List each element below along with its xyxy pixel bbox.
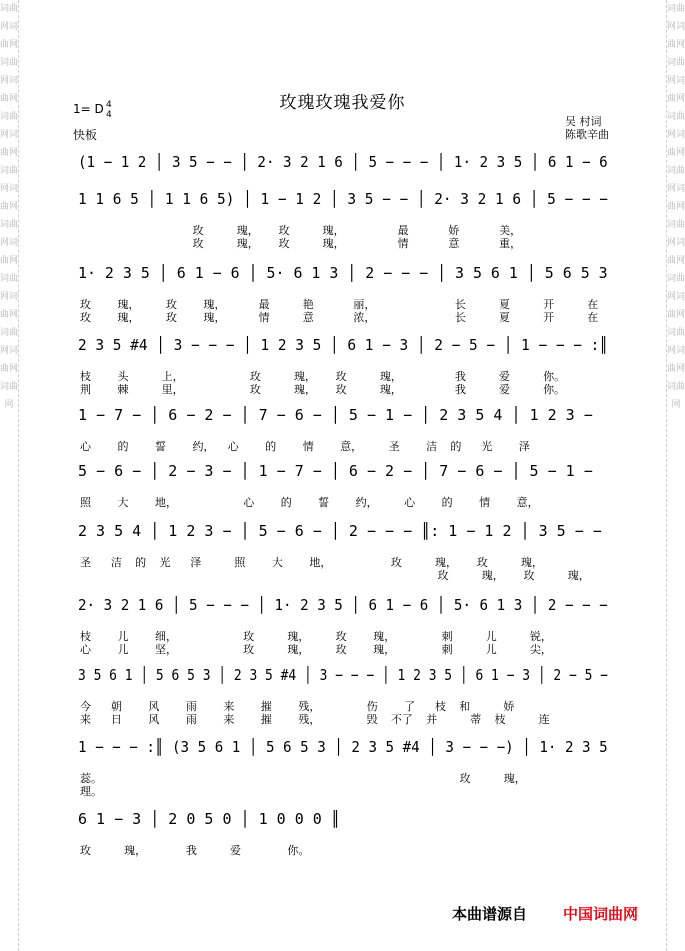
notation-line [78, 596, 608, 626]
lyric-line: 圣 洁 的 光 泽 照 大 地， 玫 瑰， 玫 瑰， [80, 556, 544, 569]
lyric-line: 玫 瑰， 玫 瑰， [80, 569, 590, 582]
lyric-line: 玫 瑰， 玫 瑰， 情 意 重， [80, 237, 522, 250]
lyricist-credit: 吴 村词 [565, 115, 602, 128]
notation-line [78, 406, 608, 436]
notation-measures: 1 − − − :║ (3 5 6 1 │ 5 6 5 3 │ 2 3 5 #4 │ 3 − − −) │ 1· 2 3 5 [78, 738, 608, 756]
notation-line [78, 738, 608, 768]
notation-line [78, 264, 608, 294]
notation-measures: 2· 3 2 1 6 │ 5 − − − │ 1· 2 3 5 │ 6 1 − 6 │ 5· 6 1 3 │ 2 − − − [78, 596, 608, 614]
right-watermark-strip: 词曲网词曲网词曲网词曲网词曲网词曲网词曲网词曲网词曲网词曲网词曲网词曲网词曲网词曲网词曲网 [666, 0, 685, 951]
notation-measures: 2 3 5 4 │ 1 2 3 − │ 5 − 6 − │ 2 − − − ║: 1 − 1 2 │ 3 5 − − [78, 522, 602, 540]
notation-measures: 3 5 6 1 │ 5 6 5 3 │ 2 3 5 #4 │ 3 − − − │ 1 2 3 5 │ 6 1 − 3 │ 2 − 5 − [78, 666, 608, 684]
meter-top: 4 [106, 100, 112, 110]
notation-measures: (1 − 1 2 │ 3 5 − − │ 2· 3 2 1 6 │ 5 − − − │ 1· 2 3 5 │ 6 1 − 6 [78, 153, 608, 171]
lyric-line: 照 大 地， 心 的 誓 约， 心 的 情 意， [80, 496, 539, 509]
notation-measures: 2 3 5 #4 │ 3 − − − │ 1 2 3 5 │ 6 1 − 3 │ 2 − 5 − │ 1 − − − :║ [78, 336, 608, 354]
lyric-line: 心 儿 坚， 玫 瑰， 玫 瑰， 刺 儿 尖， [80, 643, 552, 656]
left-watermark-strip: 词曲网词曲网词曲网词曲网词曲网词曲网词曲网词曲网词曲网词曲网词曲网词曲网词曲网词曲网词曲网 [0, 0, 19, 951]
lyric-line: 玫 瑰， 我 爱 你。 [80, 844, 310, 857]
notation-measures: 6 1 − 3 │ 2 0 5 0 │ 1 0 0 0 ║ [78, 810, 340, 828]
key-signature: 1= D [73, 102, 104, 116]
lyric-line: 玫 瑰， 玫 瑰， 最 娇 美， [80, 224, 522, 237]
lyric-line: 玫 瑰， 玫 瑰， 最 艳 丽， 长 夏 开 在 [80, 298, 599, 311]
notation-line [78, 666, 608, 696]
notation-line [78, 153, 608, 183]
notation-measures: 1 − 7 − │ 6 − 2 − │ 7 − 6 − │ 5 − 1 − │ 2 3 5 4 │ 1 2 3 − [78, 406, 593, 424]
notation-line [78, 462, 608, 492]
notation-measures: 1 1 6 5 │ 1 1 6 5) │ 1 − 1 2 │ 3 5 − − │ 2· 3 2 1 6 │ 5 − − − [78, 190, 608, 208]
time-signature [106, 100, 112, 120]
site-name[interactable]: 中国词曲网 [563, 905, 639, 923]
lyric-line: 心 的 誓 约， 心 的 情 意， 圣 洁 的 光 泽 [80, 440, 530, 453]
notation-line [78, 810, 608, 840]
tempo-marking: 快板 [73, 128, 98, 142]
notation-measures: 1· 2 3 5 │ 6 1 − 6 │ 5· 6 1 3 │ 2 − − − │ 3 5 6 1 │ 5 6 5 3 [78, 264, 608, 282]
notation-line [78, 336, 608, 366]
notation-measures: 5 − 6 − │ 2 − 3 − │ 1 − 7 − │ 6 − 2 − │ 7 − 6 − │ 5 − 1 − [78, 462, 593, 480]
lyric-line: 枝 头 上， 玫 瑰， 玫 瑰， 我 爱 你。 [80, 370, 566, 383]
lyric-line: 玫 瑰， 玫 瑰， 情 意 浓， 长 夏 开 在 [80, 311, 599, 324]
lyric-line: 蕊。 玫 瑰， [80, 772, 526, 785]
notation-line [78, 522, 608, 552]
lyric-line: 今 朝 风 雨 来 摧 残， 伤 了 枝 和 娇 [80, 700, 515, 713]
lyric-line: 理。 [80, 785, 102, 798]
lyric-line: 来 日 风 雨 来 摧 残， 毁 不了 并 蒂 枝 连 [80, 713, 550, 726]
lyric-line: 荆 棘 里， 玫 瑰， 玫 瑰， 我 爱 你。 [80, 383, 566, 396]
composer-credit: 陈歌辛曲 [565, 128, 609, 141]
meter-bottom: 4 [106, 110, 112, 120]
source-label: 本曲谱源自 [452, 905, 528, 923]
notation-line [78, 190, 608, 220]
song-title: 玫瑰玫瑰我爱你 [279, 93, 406, 113]
lyric-line: 枝 儿 细， 玫 瑰， 玫 瑰， 刺 儿 锐， [80, 630, 552, 643]
